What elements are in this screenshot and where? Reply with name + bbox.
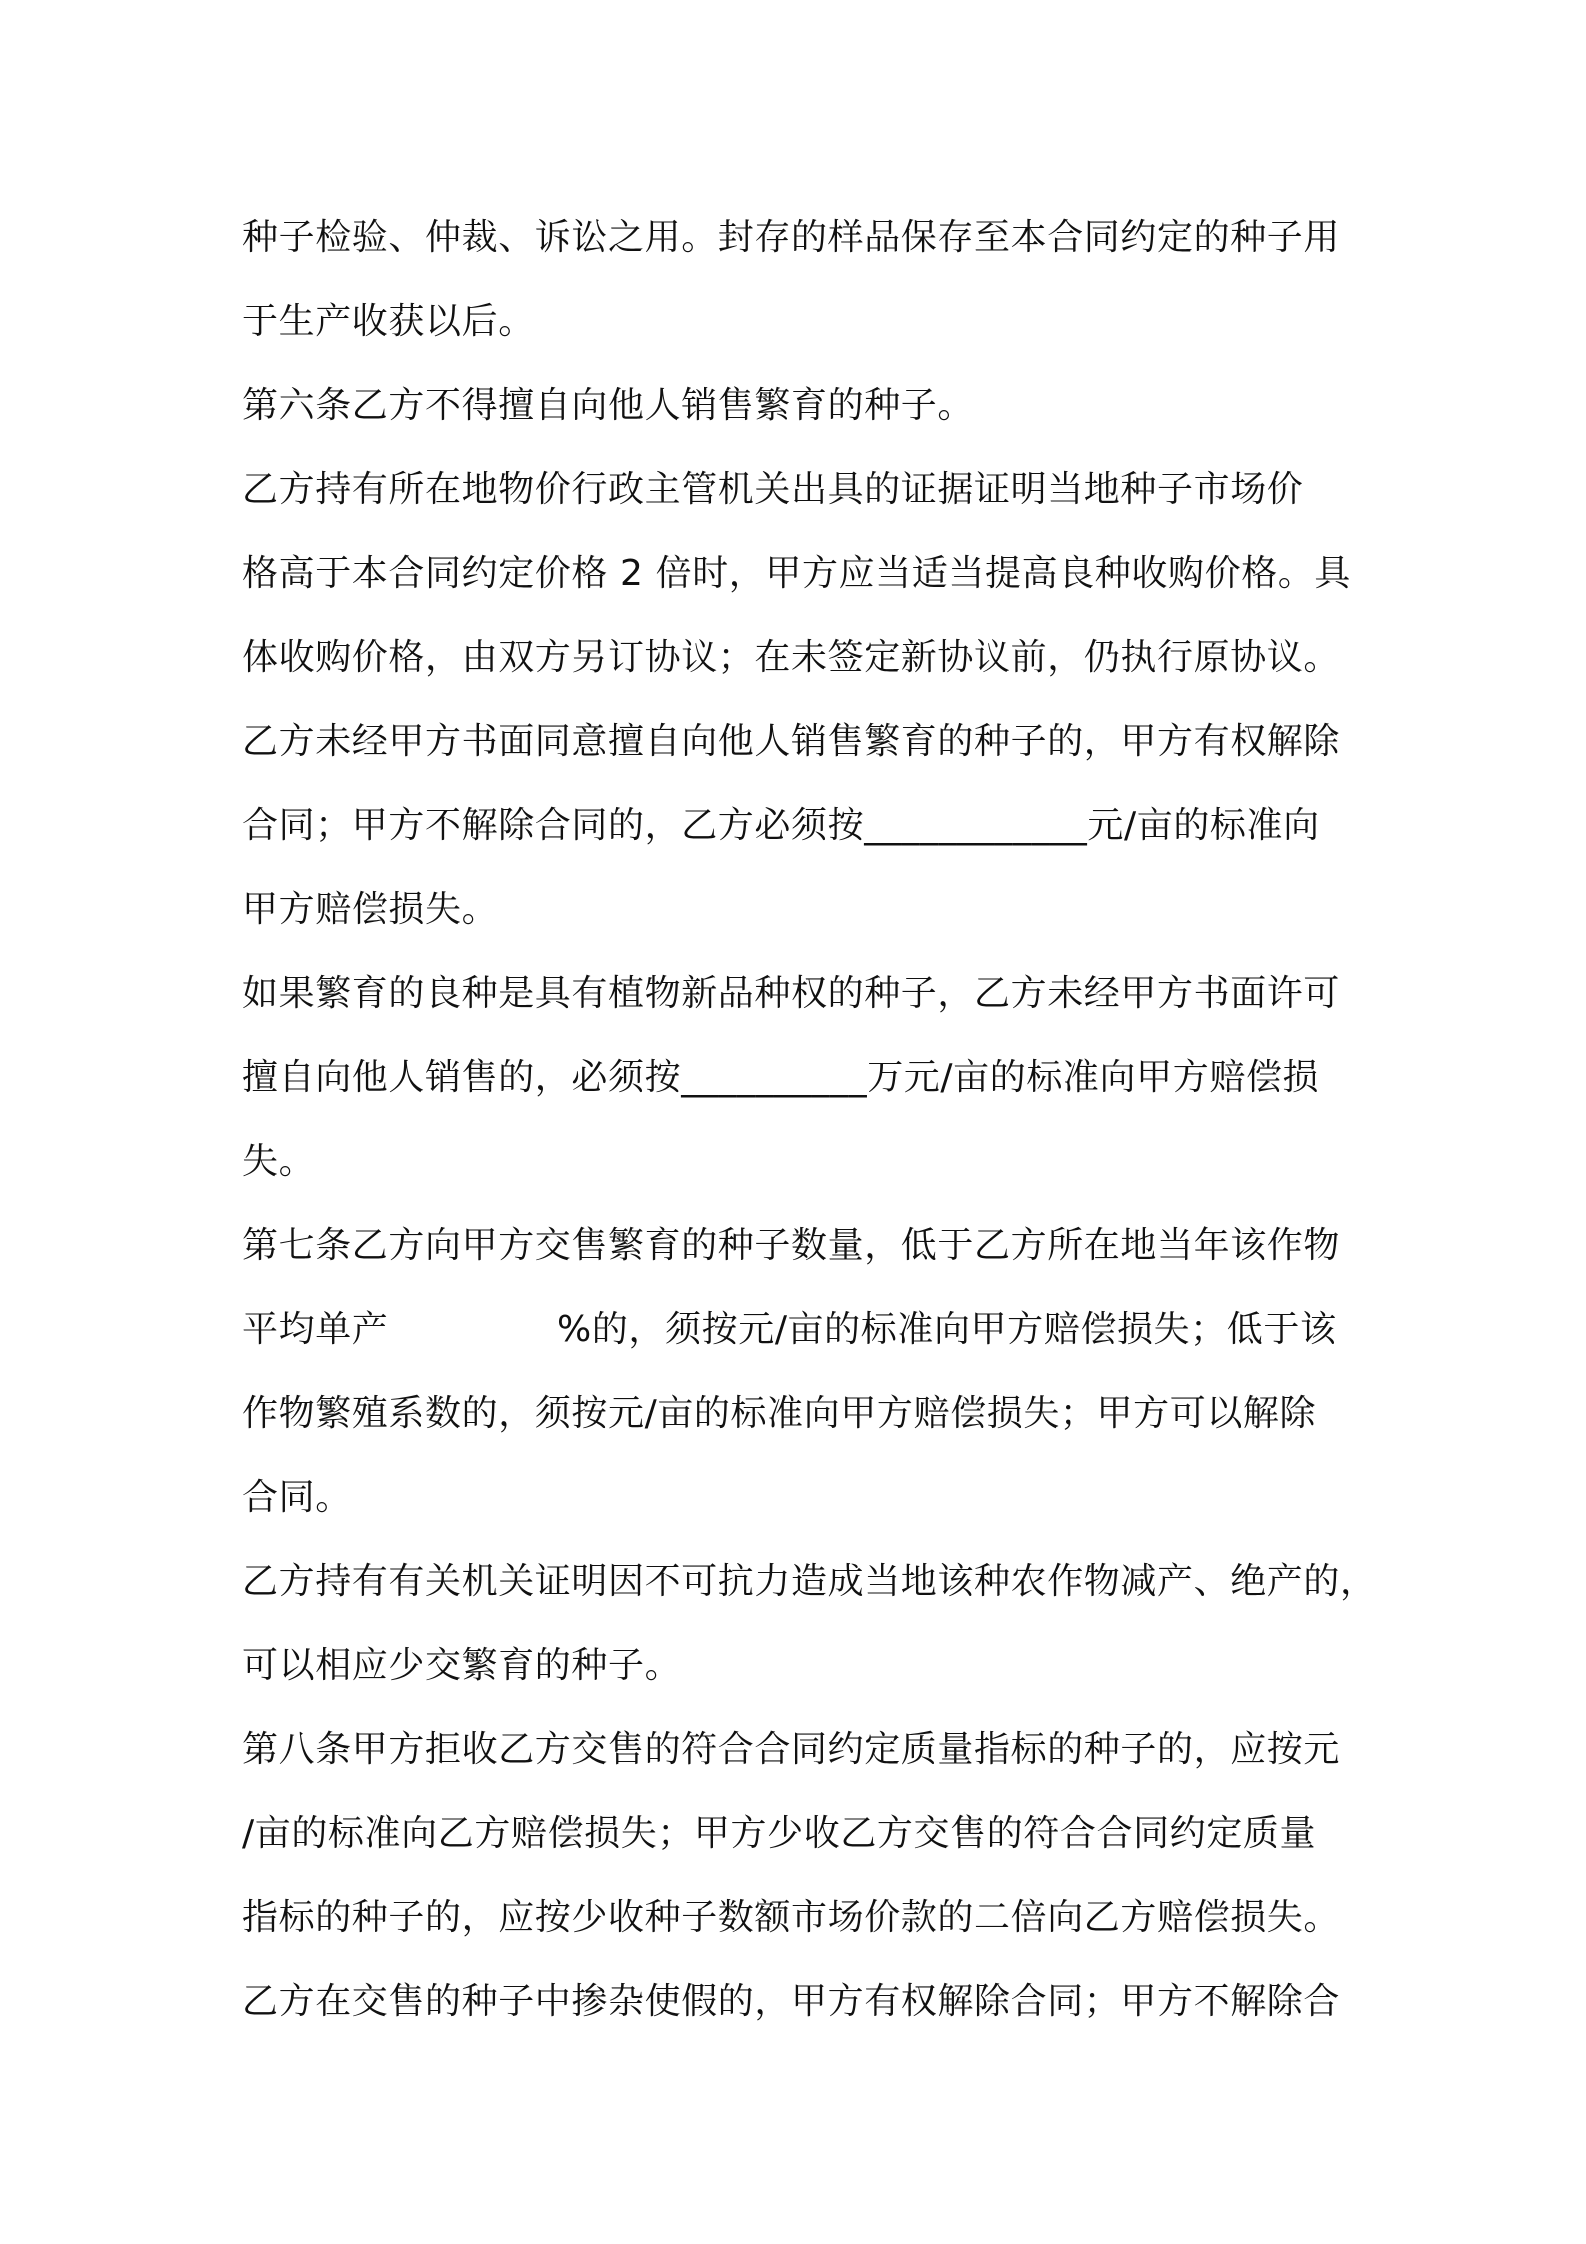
article-7-heading-line: 第七条乙方向甲方交售繁育的种子数量，低于乙方所在地当年该作物 xyxy=(242,1225,1341,1266)
text-line: 格高于本合同约定价格 2 倍时，甲方应当适当提高良种收购价格。具 xyxy=(242,553,1351,594)
text-line: 合同；甲方不解除合同的，乙方必须按____________元/亩的标准向 xyxy=(242,805,1320,846)
text-line: 乙方在交售的种子中掺杂使假的，甲方有权解除合同；甲方不解除合 xyxy=(242,1981,1341,2022)
text-line: 指标的种子的，应按少收种子数额市场价款的二倍向乙方赔偿损失。 xyxy=(242,1897,1341,1938)
text-line: 于生产收获以后。 xyxy=(242,301,535,342)
text-line: 乙方未经甲方书面同意擅自向他人销售繁育的种子的，甲方有权解除 xyxy=(242,721,1341,762)
article-8-heading-line: 第八条甲方拒收乙方交售的符合合同约定质量指标的种子的，应按元 xyxy=(242,1729,1341,1770)
contract-body-text xyxy=(242,196,1377,2044)
text-line: 可以相应少交繁育的种子。 xyxy=(242,1645,682,1686)
text-line: 如果繁育的良种是具有植物新品种权的种子，乙方未经甲方书面许可 xyxy=(242,973,1341,1014)
text-line: 种子检验、仲裁、诉讼之用。封存的样品保存至本合同约定的种子用 xyxy=(242,217,1341,258)
text-line: 平均单产 %的，须按元/亩的标准向甲方赔偿损失；低于该 xyxy=(242,1309,1337,1350)
text-line: 合同。 xyxy=(242,1477,352,1518)
text-line: 擅自向他人销售的，必须按__________万元/亩的标准向甲方赔偿损 xyxy=(242,1057,1320,1098)
text-line: 乙方持有所在地物价行政主管机关出具的证据证明当地种子市场价 xyxy=(242,469,1304,510)
article-6-heading-line: 第六条乙方不得擅自向他人销售繁育的种子。 xyxy=(242,385,975,426)
text-line: 作物繁殖系数的，须按元/亩的标准向甲方赔偿损失；甲方可以解除 xyxy=(242,1393,1317,1434)
text-line: 甲方赔偿损失。 xyxy=(242,889,499,930)
text-line: 乙方持有有关机关证明因不可抗力造成当地该种农作物减产、绝产的， xyxy=(242,1561,1377,1602)
text-line: 失。 xyxy=(242,1141,316,1182)
text-line: /亩的标准向乙方赔偿损失；甲方少收乙方交售的符合合同约定质量 xyxy=(242,1813,1317,1854)
text-line: 体收购价格，由双方另订协议；在未签定新协议前，仍执行原协议。 xyxy=(242,637,1341,678)
